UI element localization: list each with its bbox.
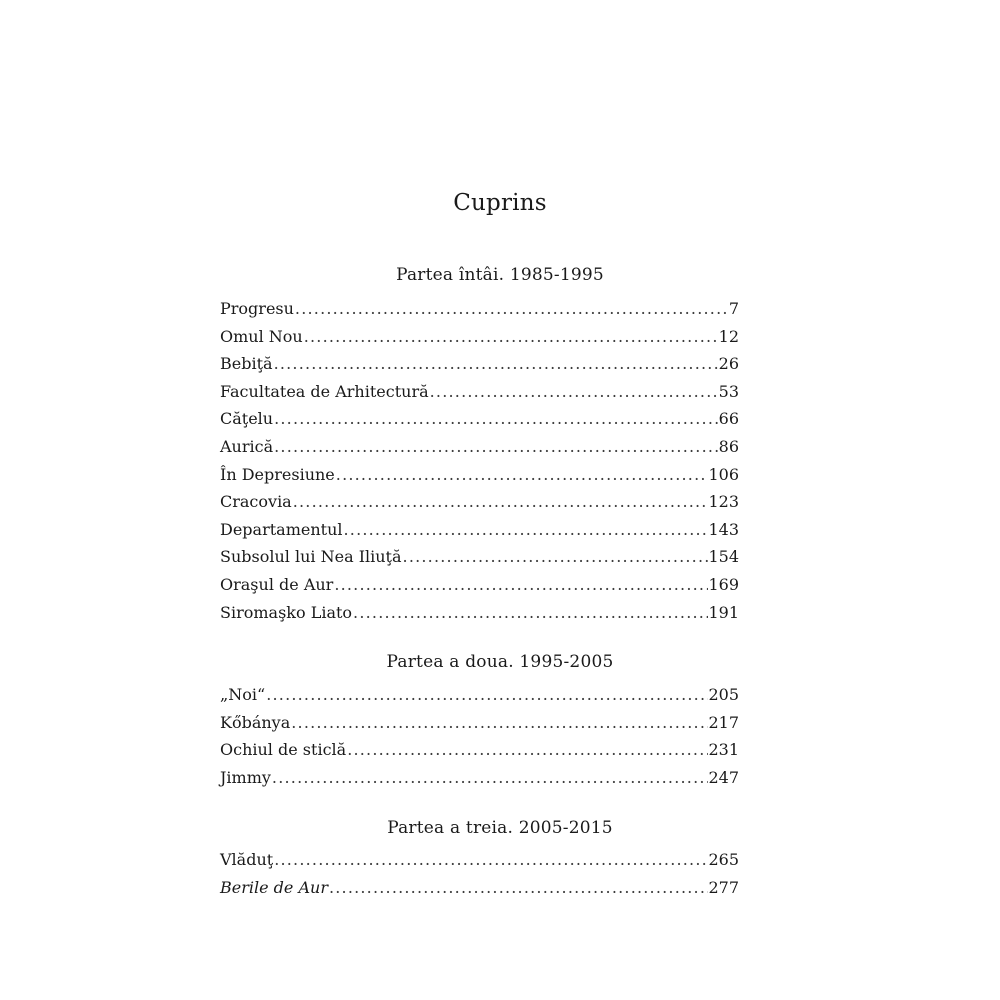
dot-leader: [292, 488, 709, 516]
toc-entry-title: Căţelu: [220, 409, 274, 429]
toc-entry: [220, 709, 739, 737]
toc-entry: [220, 571, 739, 599]
toc-entry-title: Departamentul: [220, 519, 343, 539]
toc-entry: [220, 433, 739, 461]
dot-leader: [273, 350, 719, 378]
toc-entry-title: Jimmy: [220, 767, 271, 787]
toc-entry: [220, 846, 739, 874]
dot-leader: [273, 405, 719, 433]
toc-entry: [220, 543, 739, 571]
dot-leader: [335, 461, 709, 489]
toc-entry-page: 12: [718, 326, 739, 346]
dot-leader: [273, 433, 719, 461]
toc-entry-page: 277: [708, 877, 739, 897]
dot-leader: [271, 764, 709, 792]
dot-leader: [265, 681, 708, 709]
toc-entry-title: Aurică: [220, 436, 274, 456]
dot-leader: [346, 736, 708, 764]
toc-entry-title: Omul Nou: [220, 326, 303, 346]
toc-entry-title: Bebiţă: [220, 354, 273, 374]
toc-entry-page: 265: [708, 850, 739, 869]
toc-entry-title: Oraşul de Aur: [220, 574, 334, 594]
toc-entry-title: „Noi“: [220, 685, 266, 704]
toc-entry-page: 86: [718, 436, 739, 456]
dot-leader: [352, 599, 708, 627]
toc-entry: [220, 681, 739, 709]
toc-entry: [220, 378, 739, 406]
dot-leader: [273, 846, 708, 874]
dot-leader: [303, 323, 719, 351]
toc-entry-title: Subsolul lui Nea Iliuţă: [220, 547, 402, 567]
toc-entry: [220, 599, 739, 627]
toc-list-part-2: [220, 681, 739, 791]
toc-list-part-1: [220, 295, 739, 626]
toc-entry: [220, 461, 739, 489]
dot-leader: [343, 516, 709, 544]
toc-entry: [220, 488, 739, 516]
part-heading: Partea a treia. 2005-2015: [387, 818, 613, 838]
toc-entry-page: 66: [718, 409, 739, 429]
toc-entry: [220, 516, 739, 544]
page-title: Cuprins: [453, 190, 547, 216]
toc-entry-page: 26: [718, 354, 739, 374]
toc-entry-page: 106: [708, 464, 739, 484]
toc-entry-title: Siromaşko Liato: [220, 602, 353, 622]
toc-entry-page: 143: [708, 519, 739, 539]
toc-entry: [220, 764, 739, 792]
toc-entry-page: 123: [708, 492, 739, 512]
toc-entry-title: Vlăduţ: [220, 850, 274, 869]
toc-entry-title: Progresu: [220, 299, 294, 318]
toc-entry-page: 154: [708, 547, 739, 567]
toc-entry-title: Ochiul de sticlă: [220, 740, 347, 760]
toc-entry-title: Kőbánya: [220, 712, 291, 732]
toc-entry-page: 169: [708, 574, 739, 594]
toc-entry: [220, 295, 739, 323]
dot-leader: [402, 543, 709, 571]
toc-entry-page: 217: [708, 712, 739, 732]
toc-entry-page: 231: [708, 740, 739, 760]
toc-entry-title: Facultatea de Arhitectură: [220, 381, 429, 401]
toc-entry: [220, 323, 739, 351]
toc-entry-title: Berile de Aur: [220, 877, 328, 897]
toc-entry: [220, 350, 739, 378]
toc-entry: [220, 405, 739, 433]
toc-entry-title: Cracovia: [220, 492, 292, 512]
toc-entry: [220, 736, 739, 764]
dot-leader: [294, 295, 729, 323]
part-heading: Partea a doua. 1995-2005: [386, 652, 614, 672]
toc-list-part-3: [220, 846, 739, 901]
toc-entry-page: 205: [708, 685, 739, 704]
toc-entry-title: În Depresiune: [220, 464, 335, 484]
toc-entry-page: 191: [708, 602, 739, 622]
dot-leader: [290, 709, 708, 737]
toc-entry: [220, 874, 739, 902]
part-heading: Partea întâi. 1985-1995: [396, 265, 604, 285]
dot-leader: [328, 874, 708, 902]
toc-entry-page: 53: [718, 381, 739, 401]
dot-leader: [429, 378, 719, 406]
dot-leader: [333, 571, 708, 599]
toc-entry-page: 247: [708, 767, 739, 787]
toc-entry-page: 7: [728, 299, 739, 318]
